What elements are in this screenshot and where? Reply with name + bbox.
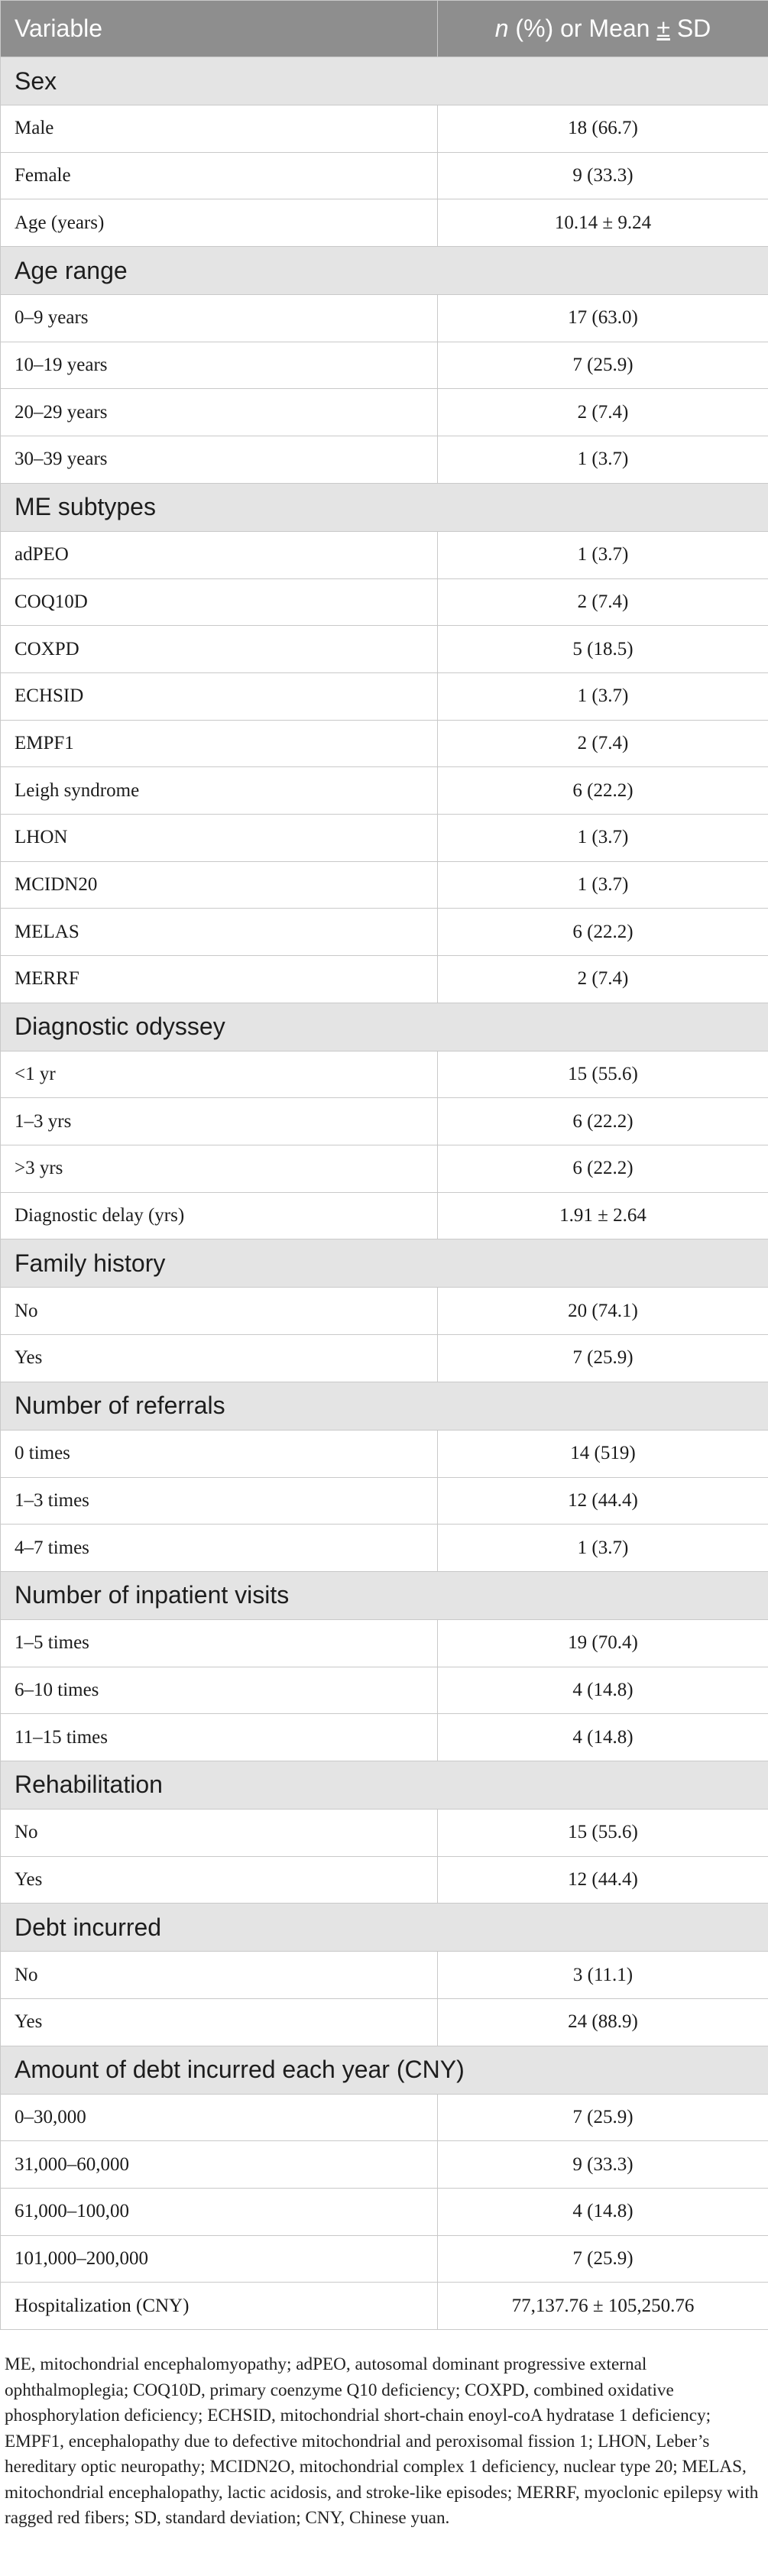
row-label: EMPF1 xyxy=(1,720,438,767)
row-value: 18 (66.7) xyxy=(438,105,768,153)
table-row xyxy=(1,909,768,956)
row-label: MERRF xyxy=(1,956,438,1003)
row-label: 30–39 years xyxy=(1,436,438,484)
row-label: COQ10D xyxy=(1,578,438,626)
row-value: 14 (519) xyxy=(438,1430,768,1477)
row-label: ECHSID xyxy=(1,672,438,720)
table-row xyxy=(1,1288,768,1335)
row-value: 77,137.76 ± 105,250.76 xyxy=(438,2283,768,2330)
row-label: MCIDN20 xyxy=(1,861,438,909)
row-value: 5 (18.5) xyxy=(438,626,768,673)
row-value: 4 (14.8) xyxy=(438,1667,768,1714)
table-footnote: ME, mitochondrial encephalomyopathy; adPEO, autosomal dominant progressive external ophthalmoplegia; COQ10D, primary coenzyme Q10 deficiency; COXPD, combined oxidative phosphorylation deficiency; ECHSID, mitochondrial short-chain enoyl-coA hydratase 1 deficiency; EMPF1, encephalopathy due to defective mitochondrial and peroxisomal fission 1; LHON, Leber’s hereditary optic neuropathy; MCIDN2O, mitochondrial complex 1 deficiency, nuclear type 20; MELAS, mitochondrial encephalopathy, lactic acidosis, and stroke-like episodes; MERRF, myoclonic epilepsy with ragged red fibers; SD, standard deviation; CNY, Chinese yuan. xyxy=(5,2354,759,2528)
table-row xyxy=(1,1145,768,1193)
table-row xyxy=(1,1999,768,2046)
table-row xyxy=(1,1192,768,1239)
row-value: 1 (3.7) xyxy=(438,672,768,720)
statistic-header-end: SD xyxy=(669,15,711,42)
section-row xyxy=(1,483,768,531)
table-row xyxy=(1,389,768,436)
table-row xyxy=(1,436,768,484)
row-value: 12 (44.4) xyxy=(438,1856,768,1904)
row-value: 12 (44.4) xyxy=(438,1477,768,1525)
section-row xyxy=(1,2046,768,2094)
table-row xyxy=(1,1525,768,1572)
section-title: Number of inpatient visits xyxy=(1,1571,768,1619)
row-label: Diagnostic delay (yrs) xyxy=(1,1192,438,1239)
section-title: Age range xyxy=(1,247,768,295)
table-row xyxy=(1,1619,768,1667)
row-label: No xyxy=(1,1288,438,1335)
section-row xyxy=(1,1904,768,1952)
row-label: Leigh syndrome xyxy=(1,767,438,815)
row-label: 1–3 yrs xyxy=(1,1098,438,1145)
table-row xyxy=(1,1098,768,1145)
row-value: 7 (25.9) xyxy=(438,342,768,389)
table-row xyxy=(1,861,768,909)
row-label: 101,000–200,000 xyxy=(1,2235,438,2283)
table-row xyxy=(1,342,768,389)
row-value: 7 (25.9) xyxy=(438,1335,768,1382)
statistic-column-header xyxy=(438,1,768,57)
table-row xyxy=(1,1667,768,1714)
variable-column-header: Variable xyxy=(1,1,438,57)
table-body xyxy=(1,57,768,2330)
table-row xyxy=(1,578,768,626)
statistic-header-middle: (%) or Mean xyxy=(508,15,657,42)
row-value: 6 (22.2) xyxy=(438,1145,768,1193)
row-label: 20–29 years xyxy=(1,389,438,436)
table-row xyxy=(1,531,768,578)
row-label: Female xyxy=(1,152,438,199)
row-value: 20 (74.1) xyxy=(438,1288,768,1335)
section-row xyxy=(1,1003,768,1051)
table-row xyxy=(1,2094,768,2141)
table-row xyxy=(1,767,768,815)
row-value: 7 (25.9) xyxy=(438,2094,768,2141)
row-label: <1 yr xyxy=(1,1051,438,1098)
row-label: COXPD xyxy=(1,626,438,673)
row-value: 17 (63.0) xyxy=(438,295,768,342)
section-title: Family history xyxy=(1,1239,768,1288)
row-label: 0 times xyxy=(1,1430,438,1477)
row-value: 6 (22.2) xyxy=(438,909,768,956)
section-row xyxy=(1,1761,768,1809)
row-value: 19 (70.4) xyxy=(438,1619,768,1667)
row-label: No xyxy=(1,1809,438,1856)
row-value: 1.91 ± 2.64 xyxy=(438,1192,768,1239)
section-title: Rehabilitation xyxy=(1,1761,768,1809)
row-value: 2 (7.4) xyxy=(438,578,768,626)
row-label: Yes xyxy=(1,1335,438,1382)
row-label: 6–10 times xyxy=(1,1667,438,1714)
table-row xyxy=(1,1477,768,1525)
table-row xyxy=(1,814,768,861)
row-value: 7 (25.9) xyxy=(438,2235,768,2283)
row-value: 6 (22.2) xyxy=(438,767,768,815)
row-label: Male xyxy=(1,105,438,153)
table-row xyxy=(1,1856,768,1904)
row-value: 1 (3.7) xyxy=(438,861,768,909)
table-row xyxy=(1,199,768,247)
table-row xyxy=(1,1714,768,1761)
table-row xyxy=(1,295,768,342)
section-row xyxy=(1,1239,768,1288)
row-label: 4–7 times xyxy=(1,1525,438,1572)
row-label: No xyxy=(1,1952,438,1999)
row-label: 1–5 times xyxy=(1,1619,438,1667)
section-row xyxy=(1,1571,768,1619)
row-label: Yes xyxy=(1,1856,438,1904)
table-header-row xyxy=(1,1,768,57)
section-title: Debt incurred xyxy=(1,1904,768,1952)
table-row xyxy=(1,1335,768,1382)
row-label: >3 yrs xyxy=(1,1145,438,1193)
section-title: ME subtypes xyxy=(1,483,768,531)
table-row xyxy=(1,2235,768,2283)
section-title: Number of referrals xyxy=(1,1382,768,1430)
table-row xyxy=(1,2283,768,2330)
statistic-n-symbol: n xyxy=(494,15,509,42)
row-label: Hospitalization (CNY) xyxy=(1,2283,438,2330)
table-row xyxy=(1,152,768,199)
row-value: 1 (3.7) xyxy=(438,436,768,484)
row-value: 15 (55.6) xyxy=(438,1809,768,1856)
table-row xyxy=(1,105,768,153)
row-label: 0–9 years xyxy=(1,295,438,342)
table-row xyxy=(1,956,768,1003)
table-row xyxy=(1,1809,768,1856)
table-row xyxy=(1,626,768,673)
row-label: 10–19 years xyxy=(1,342,438,389)
row-value: 2 (7.4) xyxy=(438,389,768,436)
row-value: 24 (88.9) xyxy=(438,1999,768,2046)
row-value: 1 (3.7) xyxy=(438,1525,768,1572)
table-row xyxy=(1,1430,768,1477)
row-value: 4 (14.8) xyxy=(438,2189,768,2236)
row-value: 3 (11.1) xyxy=(438,1952,768,1999)
row-label: Yes xyxy=(1,1999,438,2046)
row-label: Age (years) xyxy=(1,199,438,247)
row-value: 4 (14.8) xyxy=(438,1714,768,1761)
row-label: LHON xyxy=(1,814,438,861)
row-label: MELAS xyxy=(1,909,438,956)
table-row xyxy=(1,2141,768,2189)
section-row xyxy=(1,1382,768,1430)
row-value: 2 (7.4) xyxy=(438,720,768,767)
row-value: 9 (33.3) xyxy=(438,152,768,199)
section-title: Amount of debt incurred each year (CNY) xyxy=(1,2046,768,2094)
row-value: 15 (55.6) xyxy=(438,1051,768,1098)
section-row xyxy=(1,57,768,105)
row-label: 61,000–100,00 xyxy=(1,2189,438,2236)
row-value: 6 (22.2) xyxy=(438,1098,768,1145)
row-value: 2 (7.4) xyxy=(438,956,768,1003)
section-row xyxy=(1,247,768,295)
row-value: 9 (33.3) xyxy=(438,2141,768,2189)
row-label: 1–3 times xyxy=(1,1477,438,1525)
table-row xyxy=(1,1952,768,1999)
table-row xyxy=(1,1051,768,1098)
row-label: 0–30,000 xyxy=(1,2094,438,2141)
row-label: 11–15 times xyxy=(1,1714,438,1761)
section-title: Diagnostic odyssey xyxy=(1,1003,768,1051)
section-title: Sex xyxy=(1,57,768,105)
table-row xyxy=(1,2189,768,2236)
row-value: 1 (3.7) xyxy=(438,814,768,861)
row-value: 10.14 ± 9.24 xyxy=(438,199,768,247)
table-row xyxy=(1,720,768,767)
plus-minus-symbol: ± xyxy=(656,15,670,42)
row-label: 31,000–60,000 xyxy=(1,2141,438,2189)
row-value: 1 (3.7) xyxy=(438,531,768,578)
row-label: adPEO xyxy=(1,531,438,578)
table-row xyxy=(1,672,768,720)
